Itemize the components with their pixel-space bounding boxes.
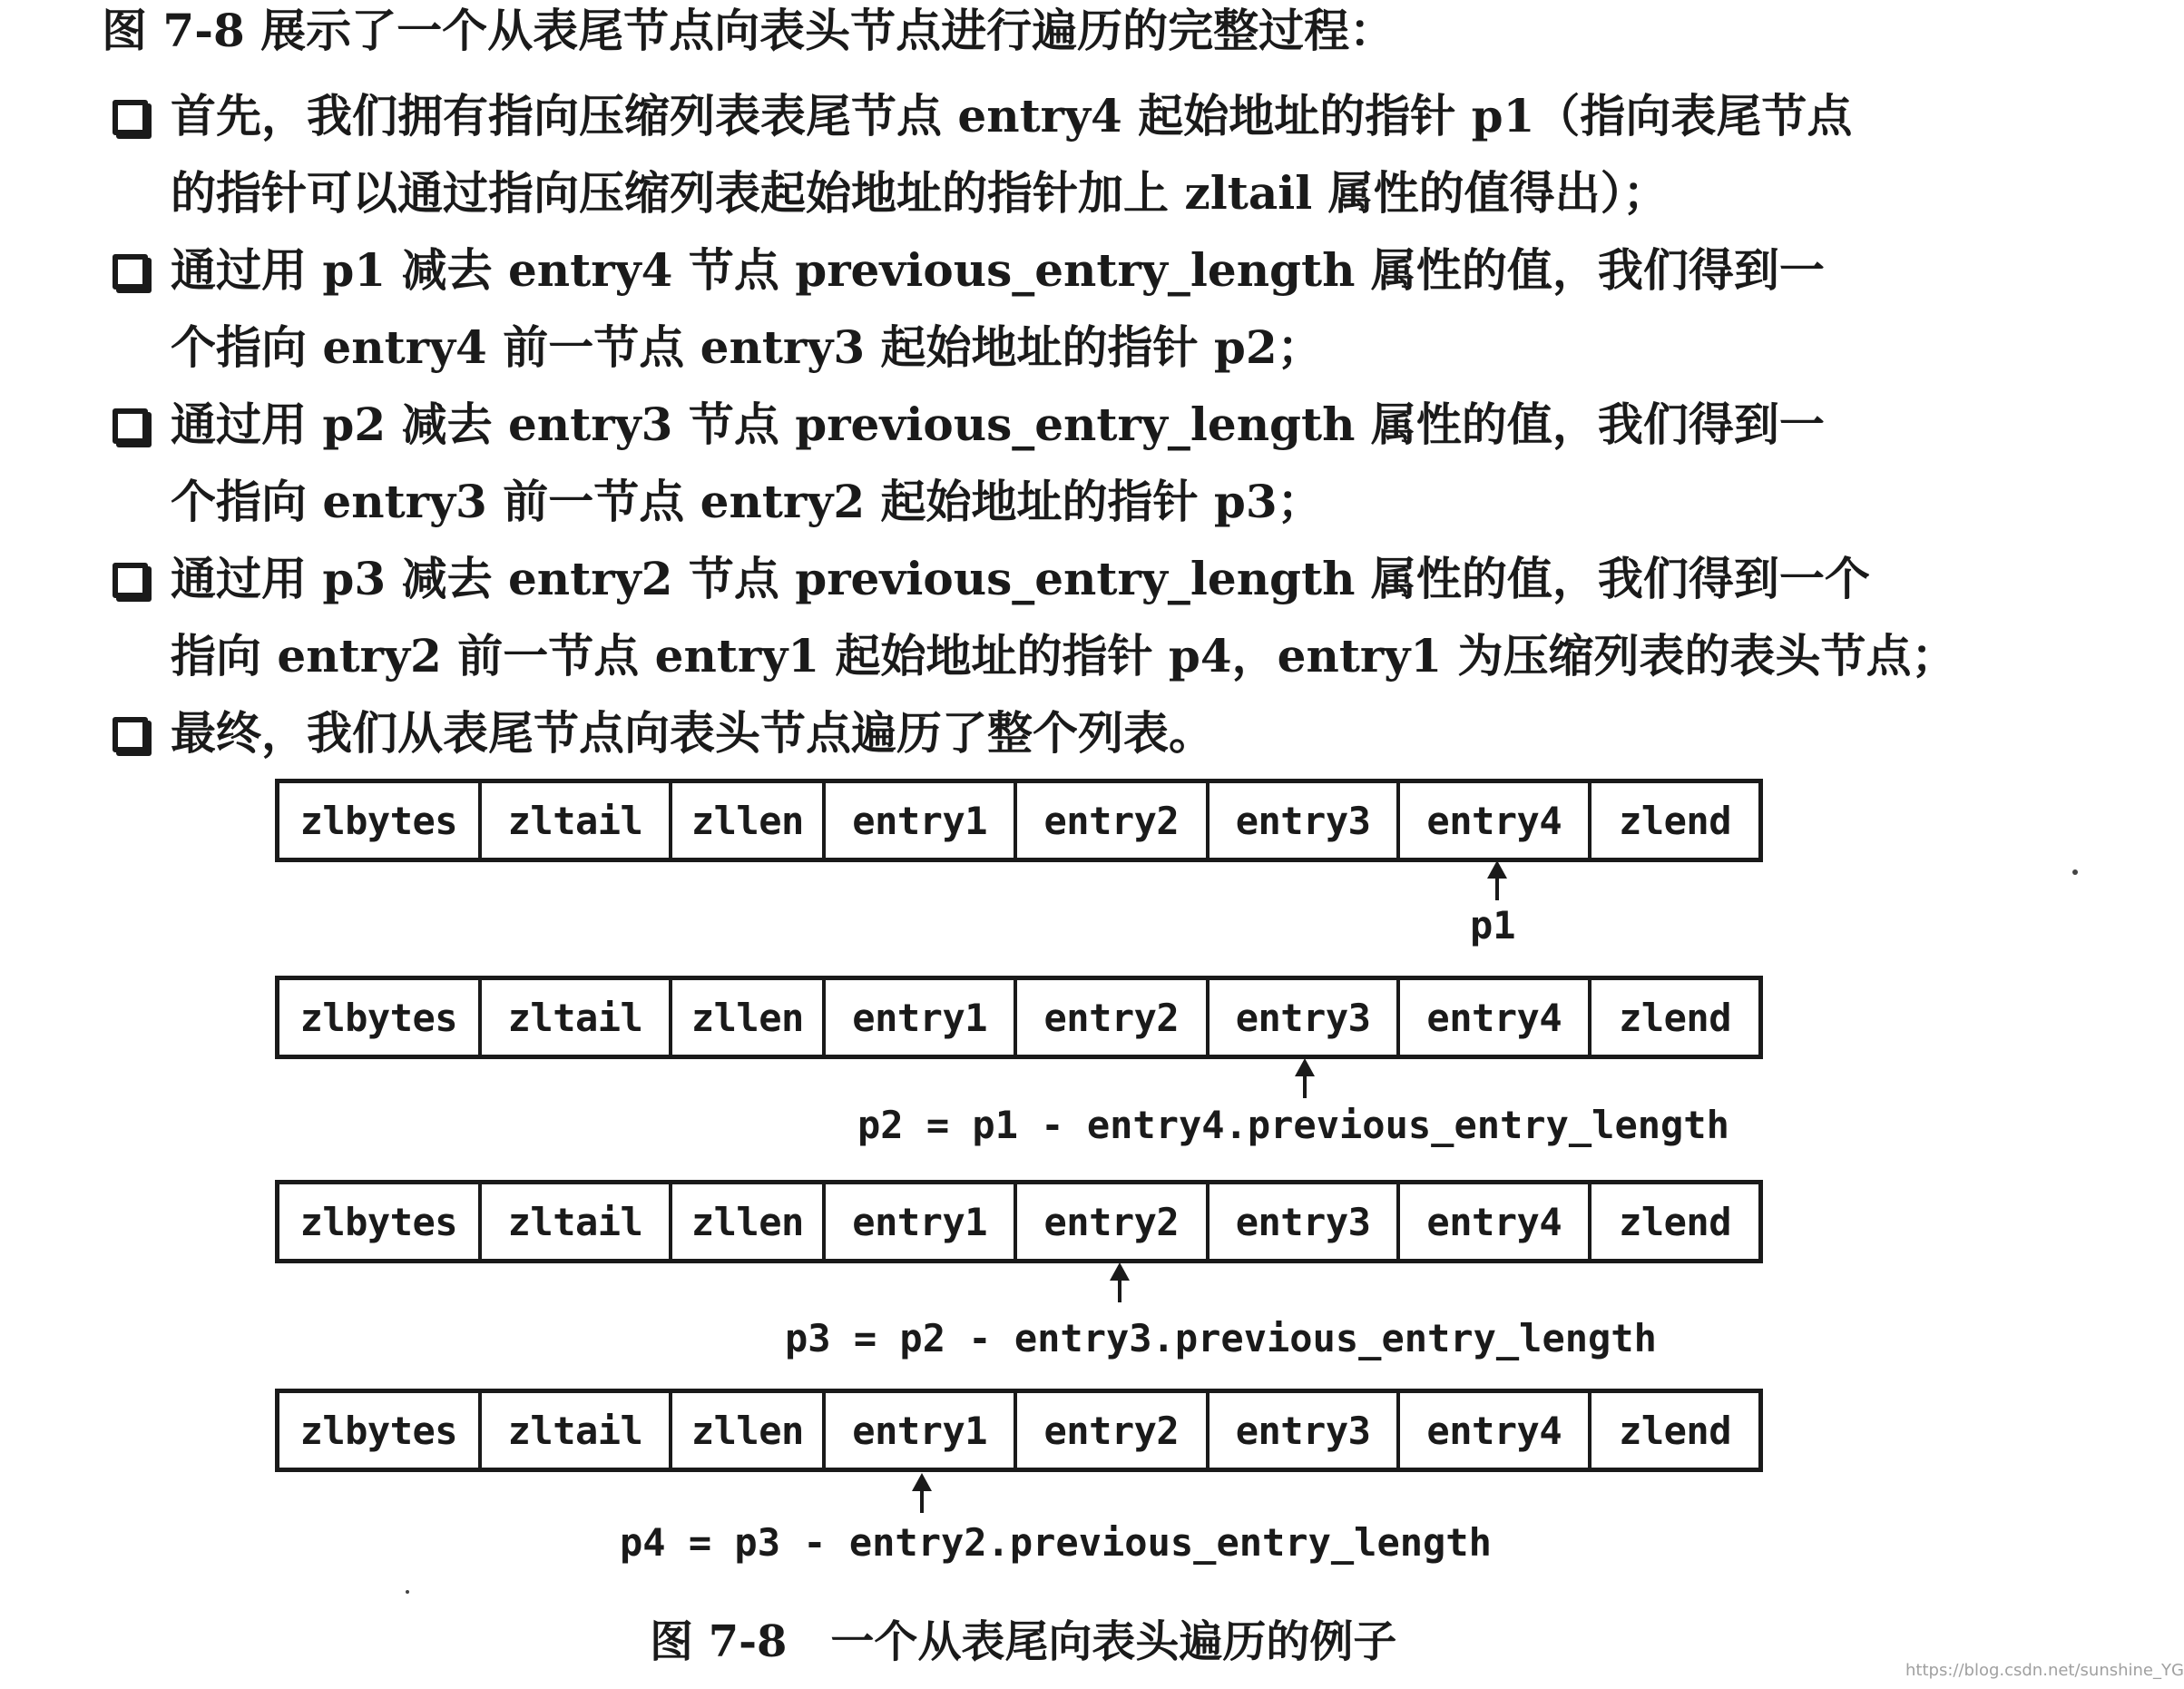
ziplist-cell: entry4 bbox=[1400, 783, 1591, 858]
ziplist-cell: zltail bbox=[482, 783, 673, 858]
checkbox-bullet-icon bbox=[113, 100, 148, 135]
pointer-arrow-icon bbox=[1303, 1062, 1307, 1098]
checkbox-bullet-icon bbox=[113, 563, 148, 598]
bullet-text: 首先，我们拥有指向压缩列表表尾节点 entry4 起始地址的指针 p1（指向表尾节点 的指针可以通过指向压缩列表起始地址的指针加上 zltail 属性的值得出）； bbox=[171, 89, 1853, 220]
ziplist-cell: zltail bbox=[482, 1393, 673, 1468]
checkbox-bullet-icon bbox=[113, 717, 148, 752]
scan-speck bbox=[406, 1590, 409, 1594]
ziplist-cell: zllen bbox=[672, 1184, 826, 1259]
bullet-item bbox=[102, 694, 2071, 771]
bullet-text: 通过用 p3 减去 entry2 节点 previous_entry_length 属性的值，我们得到一个 指向 entry2 前一节点 entry1 起始地址的指针 p4，entry1 为压缩列表的表头节点； bbox=[171, 552, 1957, 682]
pointer-label-p4: p4 = p3 - entry2.previous_entry_length bbox=[620, 1520, 1492, 1565]
ziplist-row bbox=[275, 976, 1763, 1059]
ziplist-cell: zllen bbox=[672, 980, 826, 1055]
ziplist-cell: entry1 bbox=[826, 980, 1017, 1055]
bullet-item bbox=[102, 540, 2071, 694]
ziplist-cell: zlend bbox=[1619, 798, 1732, 843]
ziplist-cell: zllen bbox=[672, 783, 826, 858]
ziplist-cell: entry4 bbox=[1400, 1184, 1591, 1259]
bullet-list bbox=[102, 77, 2071, 771]
ziplist-cell: zltail bbox=[482, 1184, 673, 1259]
ziplist-cell: entry3 bbox=[1210, 980, 1401, 1055]
ziplist-cell: zltail bbox=[482, 980, 673, 1055]
ziplist-cell: entry3 bbox=[1210, 1393, 1401, 1468]
ziplist-row bbox=[275, 1389, 1763, 1472]
ziplist-cell: zlbytes bbox=[279, 783, 482, 858]
pointer-label-p2: p2 = p1 - entry4.previous_entry_length bbox=[857, 1103, 1729, 1147]
figure-caption: 图 7-8 一个从表尾向表头遍历的例子 bbox=[650, 1616, 1397, 1667]
intro-paragraph: 图 7-8 展示了一个从表尾节点向表头节点进行遍历的完整过程： bbox=[102, 4, 1396, 57]
ziplist-cell: entry1 bbox=[826, 783, 1017, 858]
bullet-text: 通过用 p2 减去 entry3 节点 previous_entry_length 属性的值，我们得到一 个指向 entry3 前一节点 entry2 起始地址的指针 p3； bbox=[171, 398, 1825, 528]
pointer-arrow-icon bbox=[1118, 1266, 1121, 1302]
ziplist-cell: entry2 bbox=[1017, 1393, 1210, 1468]
ziplist-cell: entry2 bbox=[1017, 980, 1210, 1055]
ziplist-cell: zllen bbox=[672, 1393, 826, 1468]
ziplist-cell: entry1 bbox=[826, 1393, 1017, 1468]
ziplist-cell: entry1 bbox=[826, 1184, 1017, 1259]
ziplist-cell: entry3 bbox=[1210, 783, 1401, 858]
pointer-arrow-icon bbox=[1495, 864, 1499, 900]
pointer-label-p3: p3 = p2 - entry3.previous_entry_length bbox=[785, 1316, 1657, 1360]
ziplist-cell: zlbytes bbox=[279, 1184, 482, 1259]
ziplist-cell: entry3 bbox=[1210, 1184, 1401, 1259]
bullet-item bbox=[102, 231, 2071, 386]
bullet-text: 最终，我们从表尾节点向表头节点遍历了整个列表。 bbox=[171, 706, 1214, 760]
ziplist-cell: zlbytes bbox=[279, 980, 482, 1055]
checkbox-bullet-icon bbox=[113, 408, 148, 444]
ziplist-row bbox=[275, 779, 1763, 862]
bullet-item bbox=[102, 386, 2071, 540]
ziplist-cell: zlend bbox=[1619, 995, 1732, 1040]
pointer-label-p1: p1 bbox=[1470, 903, 1516, 948]
ziplist-cell: entry4 bbox=[1400, 1393, 1591, 1468]
scan-speck bbox=[2072, 869, 2078, 875]
bullet-item bbox=[102, 77, 2071, 231]
ziplist-cell: zlend bbox=[1619, 1408, 1732, 1453]
ziplist-row bbox=[275, 1180, 1763, 1263]
watermark: https://blog.csdn.net/sunshine_YG bbox=[1905, 1661, 2184, 1680]
ziplist-cell: entry2 bbox=[1017, 1184, 1210, 1259]
ziplist-cell: entry4 bbox=[1400, 980, 1591, 1055]
ziplist-cell: zlbytes bbox=[279, 1393, 482, 1468]
ziplist-cell: entry2 bbox=[1017, 783, 1210, 858]
ziplist-cell: zlend bbox=[1619, 1199, 1732, 1244]
bullet-text: 通过用 p1 减去 entry4 节点 previous_entry_length 属性的值，我们得到一 个指向 entry4 前一节点 entry3 起始地址的指针 p2； bbox=[171, 243, 1825, 374]
checkbox-bullet-icon bbox=[113, 254, 148, 290]
pointer-arrow-icon bbox=[920, 1477, 924, 1513]
